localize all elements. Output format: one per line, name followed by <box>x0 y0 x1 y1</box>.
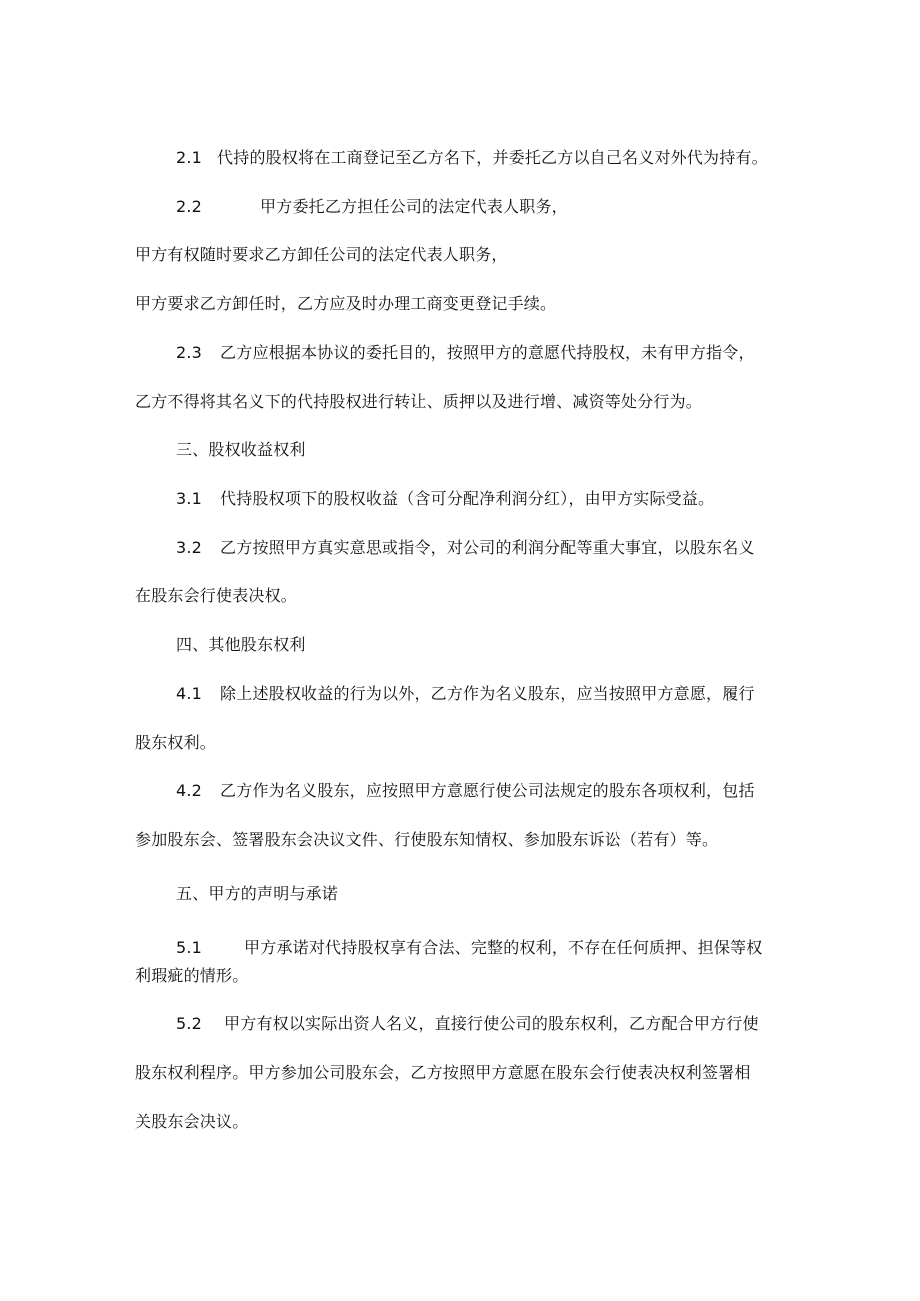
clause-3-1 <box>176 489 714 509</box>
section-heading-3: 三、股权收益权利 <box>176 440 306 459</box>
clause-number: 3.1 <box>176 489 203 508</box>
clause-text: 甲方承诺对代持股权享有合法、完整的权利，不存在任何质押、担保等权 <box>244 938 763 957</box>
clause-text: 代持的股权将在工商登记至乙方名下，并委托乙方以自己名义对外代为持有。 <box>217 148 768 167</box>
clause-4-2 <box>176 781 755 801</box>
clause-2-1 <box>176 148 768 168</box>
clause-text: 甲方有权以实际出资人名义，直接行使公司的股东权利，乙方配合甲方行使 <box>224 1014 759 1033</box>
clause-5-2 <box>176 1014 759 1034</box>
clause-text: 除上述股权收益的行为以外，乙方作为名义股东，应当按照甲方意愿，履行 <box>220 684 755 703</box>
clause-number: 3.2 <box>176 538 203 557</box>
clause-4-1 <box>176 684 755 704</box>
clause-4-1-line2: 股东权利。 <box>135 733 217 752</box>
clause-text: 代持股权项下的股权收益（含可分配净利润分红），由甲方实际受益。 <box>220 489 715 508</box>
clause-number: 2.1 <box>176 148 203 167</box>
clause-4-2-line2: 参加股东会、签署股东会决议文件、行使股东知情权、参加股东诉讼（若有）等。 <box>135 830 719 849</box>
clause-2-2-line3: 甲方要求乙方卸任时，乙方应及时办理工商变更登记手续。 <box>135 294 557 313</box>
clause-number: 5.2 <box>176 1014 203 1033</box>
clause-2-3 <box>176 343 755 363</box>
clause-number: 4.1 <box>176 684 203 703</box>
clause-text: 乙方作为名义股东，应按照甲方意愿行使公司法规定的股东各项权利，包括 <box>220 781 755 800</box>
clause-number: 2.3 <box>176 343 203 362</box>
clause-number: 4.2 <box>176 781 203 800</box>
clause-number: 2.2 <box>176 197 203 216</box>
clause-text: 乙方按照甲方真实意思或指令，对公司的利润分配等重大事宜，以股东名义 <box>220 538 755 557</box>
clause-5-2-line3: 关股东会决议。 <box>135 1112 249 1131</box>
clause-3-2 <box>176 538 755 558</box>
section-heading-5: 五、甲方的声明与承诺 <box>176 884 339 903</box>
clause-5-2-line2: 股东权利程序。甲方参加公司股东会，乙方按照甲方意愿在股东会行使表决权利签署相 <box>135 1063 751 1082</box>
clause-number: 5.1 <box>176 938 203 957</box>
clause-5-1-line2: 利瑕疵的情形。 <box>135 966 249 985</box>
clause-2-3-line2: 乙方不得将其名义下的代持股权进行转让、质押以及进行增、减资等处分行为。 <box>135 392 703 411</box>
clause-text: 乙方应根据本协议的委托目的，按照甲方的意愿代持股权，未有甲方指令， <box>220 343 755 362</box>
clause-3-2-line2: 在股东会行使表决权。 <box>135 586 298 605</box>
clause-text: 甲方委托乙方担任公司的法定代表人职务， <box>260 197 568 216</box>
clause-2-2 <box>176 197 568 217</box>
clause-2-2-line2: 甲方有权随时要求乙方卸任公司的法定代表人职务， <box>135 245 508 264</box>
section-heading-4: 四、其他股东权利 <box>176 635 306 654</box>
clause-5-1 <box>176 938 762 958</box>
